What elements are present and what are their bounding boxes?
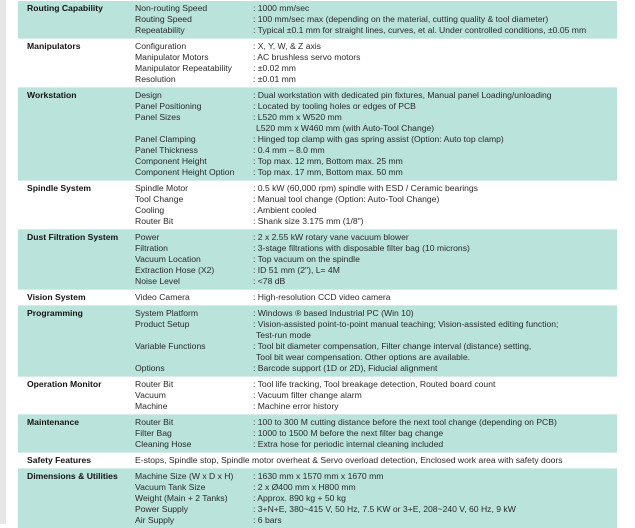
spec-value: : Ambient cooled — [253, 205, 317, 215]
spec-value: : 2 x 2.55 kW rotary vane vacuum blower — [253, 232, 409, 242]
spec-value: : Shank size 3.175 mm (1/8") — [253, 216, 364, 226]
spec-section — [18, 1, 617, 38]
spec-label: Vacuum Tank Size — [135, 482, 206, 492]
spec-section — [18, 289, 617, 305]
spec-label: Panel Positioning — [135, 101, 202, 111]
spec-section — [18, 414, 617, 452]
spec-value: : Located by tooling holes or edges of PCB — [253, 101, 416, 111]
spec-value: : ±0.01 mm — [253, 74, 296, 84]
spec-label: Power Supply — [135, 504, 189, 514]
spec-section — [18, 468, 617, 528]
spec-value: : 0.4 mm – 8.0 mm — [253, 145, 325, 155]
spec-label: Filtration — [135, 243, 168, 253]
spec-row — [18, 377, 617, 390]
spec-label: Vacuum — [135, 390, 166, 400]
spec-row — [18, 243, 617, 254]
spec-label: Cleaning Hose — [135, 439, 192, 449]
spec-row — [18, 341, 617, 352]
spec-label: Filter Bag — [135, 428, 172, 438]
spec-row — [18, 216, 617, 229]
spec-label: System Platform — [135, 308, 199, 318]
section-category: Spindle System — [27, 183, 91, 193]
spec-row — [18, 1, 617, 14]
spec-value: : 0.5 kW (60,000 rpm) spindle with ESD / Ceramic bearings — [253, 183, 478, 193]
spec-section — [18, 87, 617, 180]
spec-row — [18, 319, 617, 330]
spec-label: Component Height — [135, 156, 207, 166]
spec-row — [18, 39, 617, 52]
spec-value: : Hinged top clamp with gas spring assist (Option: Auto top clamp) — [253, 134, 504, 144]
spec-row — [18, 453, 617, 468]
spec-label: Resolution — [135, 74, 176, 84]
spec-row — [18, 254, 617, 265]
spec-value: : Barcode support (1D or 2D), Fiducial alignment — [253, 363, 438, 373]
section-category: Programming — [27, 308, 83, 318]
spec-value: : Approx. 890 kg + 50 kg — [253, 493, 346, 503]
spec-row — [18, 276, 617, 289]
specifications-table — [18, 1, 617, 528]
spec-label: Power — [135, 232, 160, 242]
spec-label: Weight (Main + 2 Tanks) — [135, 493, 228, 503]
spec-label: Vacuum Location — [135, 254, 201, 264]
spec-label: Manipulator Motors — [135, 52, 209, 62]
spec-row — [18, 205, 617, 216]
spec-value: : Windows ® based Industrial PC (Win 10) — [253, 308, 414, 318]
spec-value: : L520 mm x W520 mm — [253, 112, 342, 122]
spec-label: Tool Change — [135, 194, 184, 204]
spec-row — [18, 290, 617, 305]
spec-row — [18, 145, 617, 156]
spec-label: Non-routing Speed — [135, 3, 208, 13]
spec-label: Product Setup — [135, 319, 190, 329]
spec-row — [18, 306, 617, 319]
spec-row — [18, 134, 617, 145]
spec-value: Test-run mode — [256, 330, 311, 340]
section-category: Dimensions & Utilities — [27, 471, 118, 481]
spec-label: Manipulator Repeatability — [135, 63, 232, 73]
spec-label: Cooling — [135, 205, 165, 215]
spec-value: : Vision-assisted point-to-point manual teaching; Vision-assisted editing function; — [253, 319, 559, 329]
spec-row — [18, 504, 617, 515]
spec-row — [18, 363, 617, 376]
spec-label: Router Bit — [135, 417, 174, 427]
spec-row — [18, 515, 617, 528]
section-category: Manipulators — [27, 41, 81, 51]
spec-section — [18, 180, 617, 229]
spec-row — [18, 181, 617, 194]
spec-value: : <78 dB — [253, 276, 286, 286]
spec-row — [18, 390, 617, 401]
spec-row — [18, 469, 617, 482]
spec-value: : Manual tool change (Option: Auto-Tool Change) — [253, 194, 440, 204]
spec-row — [18, 25, 617, 38]
spec-value: Tool bit wear compensation. Other options are available. — [256, 352, 471, 362]
spec-row — [18, 482, 617, 493]
spec-label: Router Bit — [135, 216, 174, 226]
spec-value: : 3+N+E, 380~415 V, 50 Hz, 7.5 KW or 3+E, 208~240 V, 60 Hz, 9 kW — [253, 504, 516, 514]
spec-value: : AC brushless servo motors — [253, 52, 361, 62]
spec-value: : 1000 mm/sec — [253, 3, 310, 13]
spec-label: Panel Thickness — [135, 145, 198, 155]
spec-value: : 6 bars — [253, 515, 282, 525]
spec-label: Router Bit — [135, 379, 174, 389]
spec-value: : Machine error history — [253, 401, 339, 411]
spec-label: Repeatability — [135, 25, 185, 35]
spec-row — [18, 123, 617, 134]
spec-value: : Dual workstation with dedicated pin fixtures, Manual panel Loading/unloading — [253, 90, 552, 100]
spec-label: Noise Level — [135, 276, 180, 286]
spec-row — [18, 428, 617, 439]
spec-section — [18, 305, 617, 376]
spec-row — [18, 194, 617, 205]
spec-label: Panel Sizes — [135, 112, 181, 122]
spec-value: : 1630 mm x 1570 mm x 1670 mm — [253, 471, 384, 481]
spec-value: : 100 mm/sec max (depending on the material, cutting quality & tool diameter) — [253, 14, 549, 24]
spec-row — [18, 88, 617, 101]
section-category: Workstation — [27, 90, 77, 100]
spec-label: Component Height Option — [135, 167, 235, 177]
spec-row — [18, 112, 617, 123]
spec-row — [18, 439, 617, 452]
spec-value: : Top max. 12 mm, Bottom max. 25 mm — [253, 156, 403, 166]
spec-label: Machine — [135, 401, 168, 411]
section-category: Dust Filtration System — [27, 232, 119, 242]
section-category: Routing Capability — [27, 3, 103, 13]
spec-value: E-stops, Spindle stop, Spindle motor overheat & Servo overload detection, Enclosed work area with safety doors — [135, 455, 563, 465]
spec-row — [18, 330, 617, 341]
spec-row — [18, 101, 617, 112]
spec-section — [18, 38, 617, 87]
spec-value: : 100 to 300 M cutting distance before the next tool change (depending on PCB) — [253, 417, 557, 427]
spec-section — [18, 229, 617, 289]
spec-value: L520 mm x W460 mm (with Auto-Tool Change) — [256, 123, 435, 133]
spec-row — [18, 52, 617, 63]
spec-value: : Extra hose for periodic internal cleaning included — [253, 439, 444, 449]
spec-section — [18, 452, 617, 468]
spec-value: : High-resolution CCD video camera — [253, 292, 391, 302]
spec-row — [18, 74, 617, 87]
spec-label: Video Camera — [135, 292, 190, 302]
section-category: Safety Features — [27, 455, 92, 465]
section-category: Operation Monitor — [27, 379, 102, 389]
spec-value: : 1000 to 1500 M before the next filter bag change — [253, 428, 444, 438]
spec-value: : 3-stage filtrations with disposable filter bag (10 microns) — [253, 243, 470, 253]
section-category: Vision System — [27, 292, 86, 302]
spec-value: : Typical ±0.1 mm for straight lines, curves, et al. Under controlled conditions, ±0.05 mm — [253, 25, 587, 35]
spec-value: : 2 x Ø400 mm x H800 mm — [253, 482, 356, 492]
spec-value: : Top max. 17 mm, Bottom max. 50 mm — [253, 167, 403, 177]
spec-label: Design — [135, 90, 162, 100]
spec-label: Spindle Motor — [135, 183, 189, 193]
spec-label: Options — [135, 363, 165, 373]
spec-value: : Top vacuum on the spindle — [253, 254, 360, 264]
spec-row — [18, 156, 617, 167]
spec-value: : Tool bit diameter compensation, Filter change interval (distance) setting, — [253, 341, 532, 351]
spec-value: : Tool life tracking, Tool breakage detection, Routed board count — [253, 379, 496, 389]
page-left-margin — [0, 0, 6, 524]
spec-row — [18, 352, 617, 363]
spec-label: Variable Functions — [135, 341, 206, 351]
spec-value: : Vacuum filter change alarm — [253, 390, 362, 400]
spec-label: Panel Clamping — [135, 134, 196, 144]
spec-label: Routing Speed — [135, 14, 192, 24]
spec-value: : ±0.02 mm — [253, 63, 296, 73]
spec-row — [18, 493, 617, 504]
spec-label: Extraction Hose (X2) — [135, 265, 215, 275]
spec-row — [18, 415, 617, 428]
spec-label: Configuration — [135, 41, 187, 51]
spec-row — [18, 63, 617, 74]
spec-label: Air Supply — [135, 515, 175, 525]
spec-value: : X, Y, W, & Z axis — [253, 41, 321, 51]
spec-value: : ID 51 mm (2"), L= 4M — [253, 265, 340, 275]
spec-row — [18, 167, 617, 180]
spec-section — [18, 376, 617, 414]
spec-row — [18, 230, 617, 243]
spec-row — [18, 265, 617, 276]
spec-label: Machine Size (W x D x H) — [135, 471, 234, 481]
spec-row — [18, 14, 617, 25]
spec-row — [18, 401, 617, 414]
section-category: Maintenance — [27, 417, 80, 427]
